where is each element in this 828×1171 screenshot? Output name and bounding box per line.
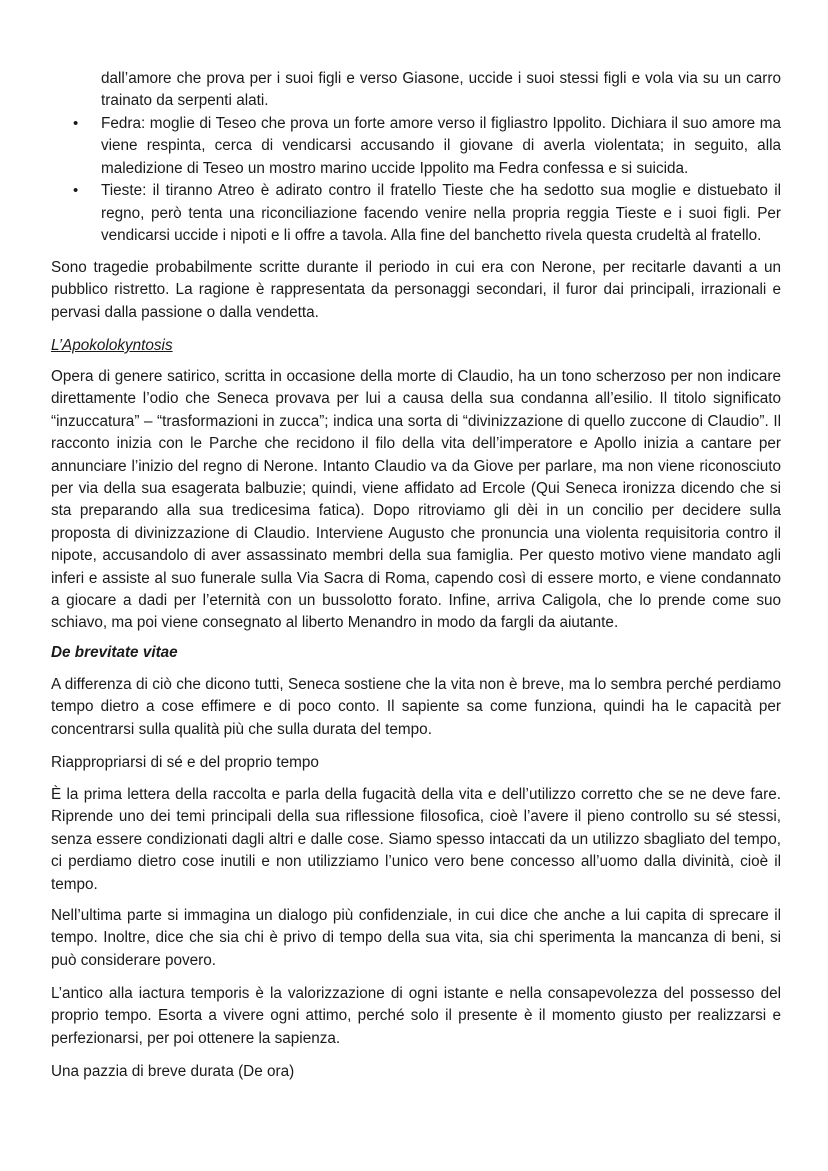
paragraph-ultima-parte: Nell’ultima parte si immagina un dialogo più confidenziale, in cui dice che anche a lui capita di sprecare il tempo. Inoltre, dice che sia chi è privo di tempo della sua vita, sia chi sperimenta la mancanza di beni, si può considerare povero. bbox=[51, 907, 781, 969]
paragraph-iactura-temporis: L’antico alla iactura temporis è la valorizzazione di ogni istante e nella consapevolezza del possesso del proprio tempo. Esorta a vivere ogni attimo, perché solo il presente è il momento giusto per realizzarsi e perfezionarsi, per poi ottenere la sapienza. bbox=[51, 985, 781, 1047]
list-item-continuation: dall’amore che prova per i suoi figli e verso Giasone, uccide i suoi stessi figli e vola via su un carro trainato da serpenti alati. bbox=[101, 70, 781, 110]
list-item-text: Fedra: moglie di Teseo che prova un forte amore verso il figliastro Ippolito. Dichiara il suo amore ma viene respinta, cerca di vendicarsi accusando il giovane di averla violentata; in seguito, alla maledizione di Teseo un mostro marino uccide Ippolito ma Fedra confessa e si suicida. bbox=[101, 115, 781, 177]
heading-apokolokyntosis: L’Apokolokyntosis bbox=[51, 337, 173, 354]
list-item-text: Tieste: il tiranno Atreo è adirato contro il fratello Tieste che ha sedotto sua moglie e distuebato il regno, però tenta una riconciliazione facendo venire nella propria reggia Tieste e i suoi figli. Per vendicarsi uccide i nipoti e li offre a tavola. Alla fine del banchetto rivela questa crudeltà al fratello. bbox=[101, 182, 781, 245]
heading-de-brevitate-vitae: De brevitate vitae bbox=[51, 644, 178, 661]
heading-riappropriarsi: Riappropriarsi di sé e del proprio tempo bbox=[51, 754, 319, 771]
tragedy-list bbox=[51, 113, 781, 247]
list-item-fedra bbox=[51, 113, 781, 180]
bullet-icon: • bbox=[73, 115, 79, 132]
paragraph-prima-lettera: È la prima lettera della raccolta e parla della fugacità della vita e dell’utilizzo corretto che se ne deve fare. Riprende uno dei temi principali della sua riflessione filosofica, cioè l’avere il pieno controllo su sé stessi, senza essere condizionati dagli altri e dalle cose. Siamo spesso intaccati da un utilizzo sbagliato del tempo, ci perdiamo dietro cose inutili e non utilizziamo l’unico vero bene concesso all’uomo dalla divinità, cioè il tempo. bbox=[51, 786, 781, 893]
bullet-icon: • bbox=[73, 182, 79, 200]
paragraph-apokolokyntosis: Opera di genere satirico, scritta in occasione della morte di Claudio, ha un tono scherzoso per non indicare direttamente l’odio che Seneca provava per lui a causa della sua condanna all’esilio. Il titolo significato “inzuccatura” – “trasformazioni in zucca”; indica una sorta di “divinizzazione di quello zuccone di Claudio”. Il racconto inizia con le Parche che recidono il filo della vita dell’imperatore e Apollo inizia a cantare per annunciare l’inizio del regno di Nerone. Intanto Claudio va da Giove per parlare, ma non viene riconosciuto per via della sua esagerata balbuzie; quindi, viene affidato ad Ercole (Qui Seneca ironizza dicendo che si sta preparando alla sua tredicesima fatica). Dopo ritroviamo gli dèi in un concilio per decidere sulla proposta di divinizzazione di Claudio. Interviene Augusto che pronuncia una violenta requisitoria contro il nipote, accusandolo di aver assassinato membri della sua famiglia. Per questo motivo viene mandato agli inferi e assiste al suo funerale sulla Via Sacra di Roma, capendo così di essere morto, e viene condannato a giocare a dadi per l’eternità con un bussolotto forato. Infine, arriva Caligola, che lo prende come suo schiavo, ma poi viene consegnato al liberto Menandro in modo da fargli da aiutante. bbox=[51, 368, 781, 632]
paragraph-tragedie: Sono tragedie probabilmente scritte durante il periodo in cui era con Nerone, per recitarle davanti a un pubblico ristretto. La ragione è rappresentata da personaggi secondari, il furor dai principali, irrazionali e pervasi dalla passione o dalla vendetta. bbox=[51, 259, 781, 321]
heading-pazzia-breve: Una pazzia di breve durata (De ora) bbox=[51, 1063, 295, 1080]
list-item-tieste bbox=[51, 180, 781, 247]
paragraph-de-brevitate: A differenza di ciò che dicono tutti, Seneca sostiene che la vita non è breve, ma lo sembra perché perdiamo tempo dietro a cose effimere e di poco conto. Il sapiente sa come funziona, quindi ha le capacità per concentrarsi sulla qualità più che sulla durata del tempo. bbox=[51, 676, 781, 738]
